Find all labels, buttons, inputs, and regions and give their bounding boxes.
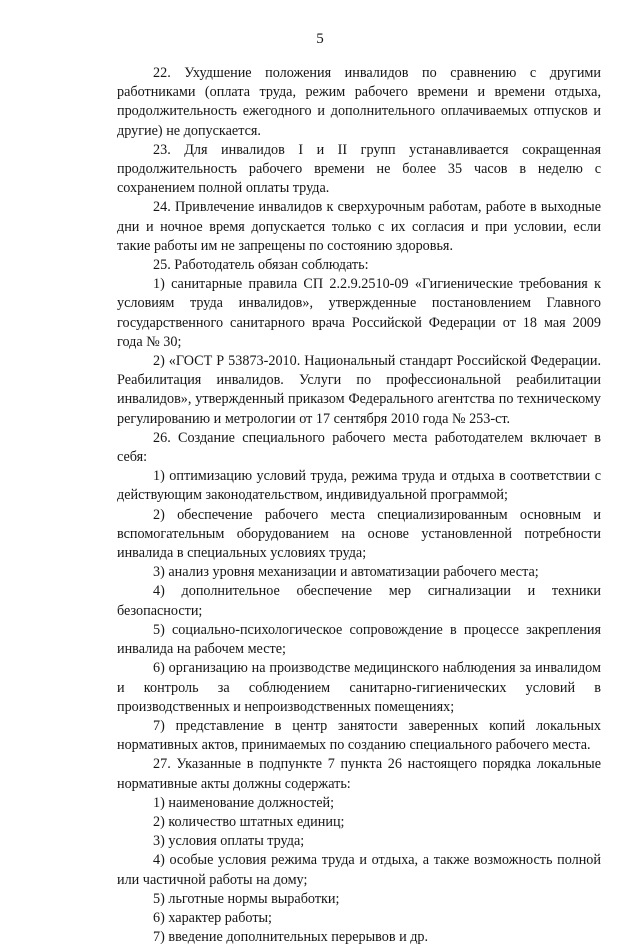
paragraph-27-item-1: 1) наименование должностей;	[153, 794, 335, 811]
paragraph-27-item-2: 2) количество штатных единиц;	[153, 813, 345, 830]
paragraph-25-item-1: 1) санитарные правила СП 2.2.9.2510-09 «Гигиенические требования к условиям труда инвалидов», утвержденные постановлением Главного государственного санитарного врача Российской Федерации от 18 мая 2009 года № 30;	[117, 276, 601, 350]
paragraph-26: 26. Создание специального рабочего места работодателем включает в себя:	[117, 429, 601, 466]
paragraph-27-item-5: 5) льготные нормы выработки;	[153, 890, 340, 907]
paragraph-27-item-7: 7) введение дополнительных перерывов и др.	[153, 929, 429, 946]
paragraph-27-item-3: 3) условия оплаты труда;	[153, 833, 305, 850]
paragraph-26-item-3: 3) анализ уровня механизации и автоматизации рабочего места;	[153, 564, 539, 581]
paragraph-23: 23. Для инвалидов I и II групп устанавливается сокращенная продолжительность рабочего времени не более 35 часов в неделю с сохранением полной оплаты труда.	[117, 141, 601, 197]
paragraph-27-item-6: 6) характер работы;	[153, 909, 272, 926]
paragraph-22: 22. Ухудшение положения инвалидов по сравнению с другими работниками (оплата труда, режим рабочего времени и времени отдыха, продолжительность ежегодного и дополнительного оплачиваемых отпусков и другие) не допускается.	[117, 65, 601, 139]
paragraph-26-item-2: 2) обеспечение рабочего места специализированным основным и вспомогательным оборудованием на основе установленной потребности инвалида в специальных условиях труда;	[117, 506, 601, 562]
paragraph-27-item-4: 4) особые условия режима труда и отдыха, а также возможность полной или частичной работы на дому;	[117, 852, 601, 888]
paragraph-24: 24. Привлечение инвалидов к сверхурочным работам, работе в выходные дни и ночное время допускается только с их согласия и при условии, если такие работы им не запрещены по состоянию здоровья.	[117, 199, 601, 254]
paragraph-26-item-7: 7) представление в центр занятости заверенных копий локальных нормативных актов, принимаемых по созданию специального рабочего места.	[117, 717, 601, 754]
document-body	[117, 64, 601, 947]
paragraph-26-item-1: 1) оптимизацию условий труда, режима труда и отдыха в соответствии с действующим законодательством, индивидуальной программой;	[117, 468, 601, 504]
paragraph-25-item-2: 2) «ГОСТ Р 53873-2010. Национальный стандарт Российской Федерации. Реабилитация инвалидов. Услуги по профессиональной реабилитации инвалидов», утвержденный приказом Федерального агентства по техническому регулированию и метрологии от 17 сентября 2010 года № 253-ст.	[117, 353, 601, 427]
page-number: 5	[316, 31, 324, 47]
paragraph-26-item-4: 4) дополнительное обеспечение мер сигнализации и техники безопасности;	[117, 583, 601, 619]
paragraph-26-item-6: 6) организацию на производстве медицинского наблюдения за инвалидом и контроль за соблюдением санитарно-гигиенических условий в производственных и непроизводственных помещениях;	[117, 660, 601, 715]
paragraph-25: 25. Работодатель обязан соблюдать:	[153, 257, 369, 274]
paragraph-27: 27. Указанные в подпункте 7 пункта 26 настоящего порядка локальные нормативные акты должны содержать:	[117, 756, 601, 792]
paragraph-26-item-5: 5) социально-психологическое сопровождение в процессе закрепления инвалида на рабочем месте;	[117, 621, 601, 658]
